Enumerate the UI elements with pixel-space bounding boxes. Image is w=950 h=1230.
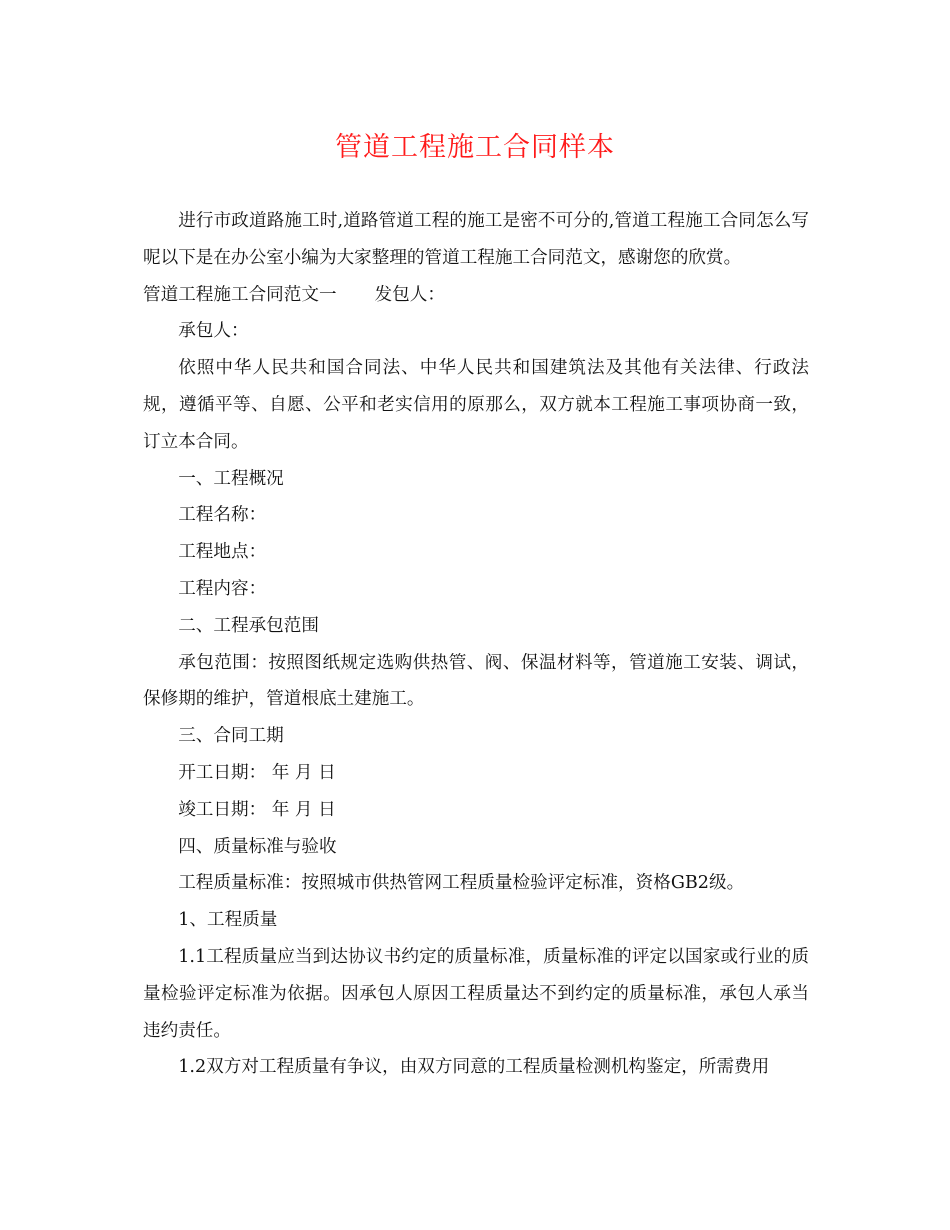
project-location-field: 工程地点： xyxy=(178,542,267,563)
preamble-paragraph: 依照中华人民共和国合同法、中华人民共和国建筑法及其他有关法律、行政法规，遵循平等、自愿、公平和老实信用的原那么，双方就本工程施工事项协商一致，订立本合同。 xyxy=(143,358,809,452)
employer-label: 发包人： xyxy=(374,284,445,305)
subsection-heading-quality: 1、工程质量 xyxy=(178,910,278,931)
scope-paragraph: 承包范围：按照图纸规定选购供热管、阀、保温材料等，管道施工安装、调试，保修期的维护，管道根底土建施工。 xyxy=(143,652,809,710)
contractor-label: 承包人： xyxy=(178,321,249,342)
section-heading-quality: 四、质量标准与验收 xyxy=(178,836,337,857)
start-date-field: 开工日期： 年 月 日 xyxy=(178,762,336,783)
intro-paragraph: 进行市政道路施工时,道路管道工程的施工是密不可分的,管道工程施工合同怎么写呢以下是在办公室小编为大家整理的管道工程施工合同范文，感谢您的欣赏。 xyxy=(143,211,809,268)
clause-1-2: 1.2双方对工程质量有争议，由双方同意的工程质量检测机构鉴定，所需费用 xyxy=(178,1057,770,1078)
project-content-field: 工程内容： xyxy=(178,578,267,599)
section-heading-schedule: 三、合同工期 xyxy=(178,726,284,747)
quality-standard-paragraph: 工程质量标准：按照城市供热管网工程质量检验评定标准，资格GB2级。 xyxy=(178,873,745,894)
clause-1-1: 1.1工程质量应当到达协议书约定的质量标准，质量标准的评定以国家或行业的质量检验评定标准为依据。因承包人原因工程质量达不到约定的质量标准，承包人承当违约责任。 xyxy=(143,946,809,1041)
project-name-field: 工程名称： xyxy=(178,505,267,526)
sample-heading-line xyxy=(143,277,809,314)
section-heading-overview: 一、工程概况 xyxy=(178,468,284,489)
sample-heading: 管道工程施工合同范文一 xyxy=(143,284,337,305)
document-title: 管道工程施工合同样本 xyxy=(335,132,615,163)
section-heading-scope: 二、工程承包范围 xyxy=(178,615,319,636)
document-body xyxy=(143,203,809,1086)
completion-date-field: 竣工日期： 年 月 日 xyxy=(178,799,336,820)
